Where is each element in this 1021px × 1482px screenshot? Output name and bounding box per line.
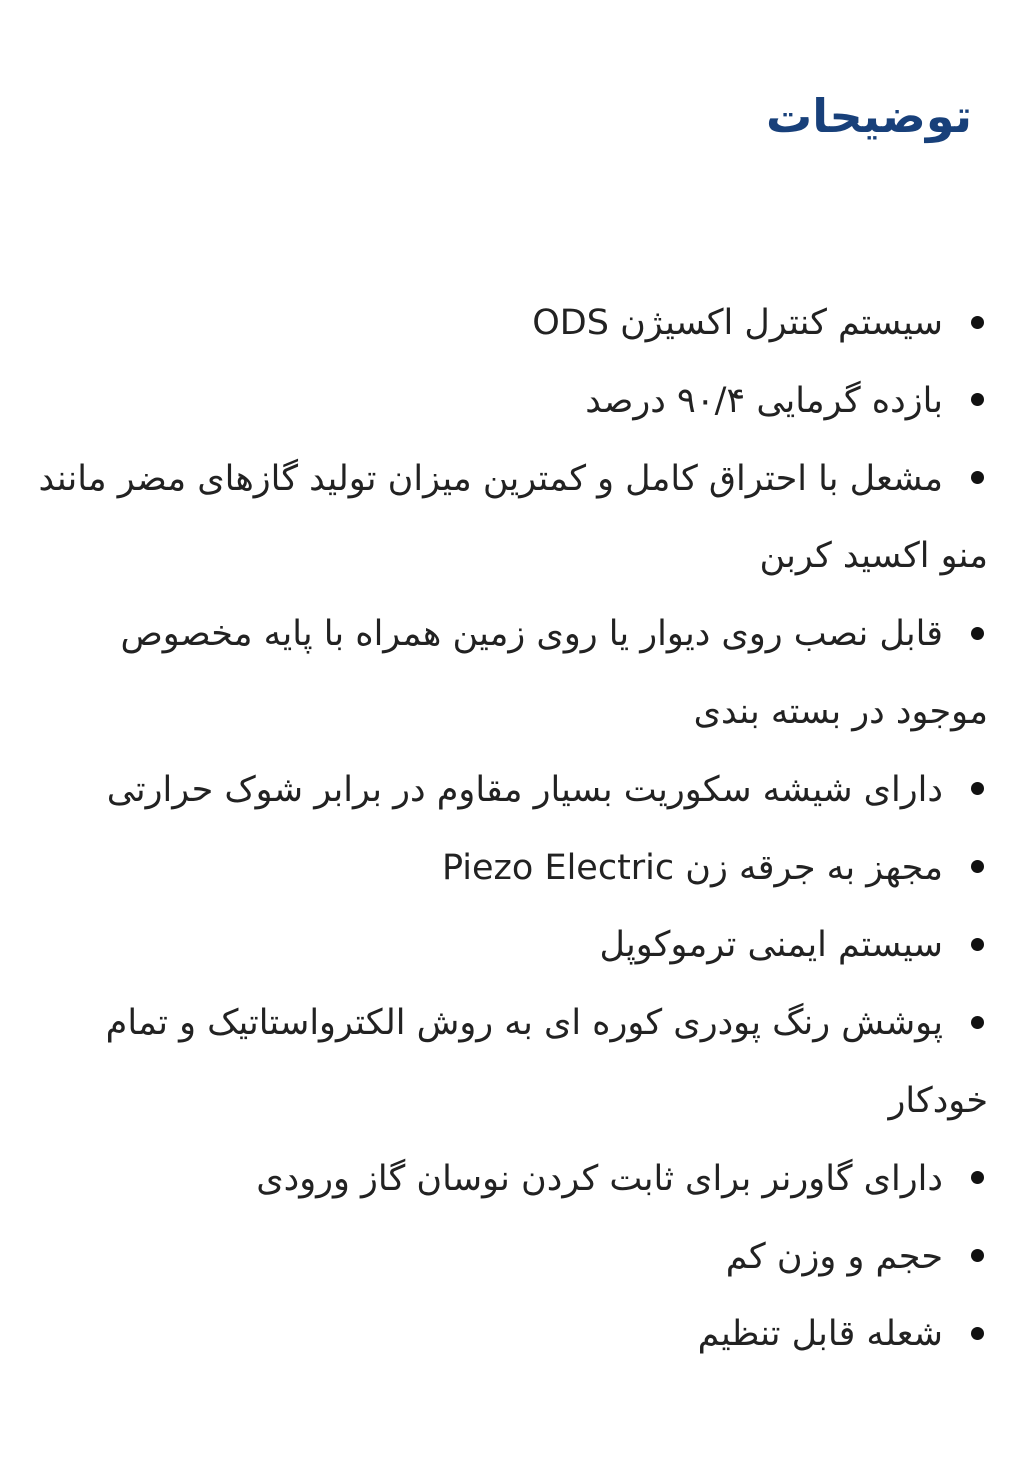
list-item-text: سیستم کنترل اکسیژن ODS xyxy=(532,303,943,343)
list-item-text: بازده گرمایی ۹۰/۴ درصد xyxy=(585,380,943,421)
bullet-icon xyxy=(971,627,984,640)
list-item-text: پوشش رنگ پودری کوره ای به روش الکترواستاتیک و تمام خودکار xyxy=(105,1003,988,1121)
bullet-icon xyxy=(971,860,984,873)
bullet-icon xyxy=(971,782,984,795)
bullet-icon xyxy=(971,393,984,406)
list-item xyxy=(30,285,988,363)
bullet-icon xyxy=(971,1327,984,1340)
features-list xyxy=(30,285,988,1374)
page-title: توضیحات xyxy=(766,89,972,143)
list-item xyxy=(30,1296,988,1374)
list-item xyxy=(30,1219,988,1297)
list-item-text: دارای گاورنر برای ثابت کردن نوسان گاز ورودی xyxy=(256,1158,943,1199)
list-item xyxy=(30,596,988,752)
bullet-icon xyxy=(971,1171,984,1184)
bullet-icon xyxy=(971,938,984,951)
list-item-text: شعله قابل تنظیم xyxy=(697,1314,943,1355)
list-item xyxy=(30,907,988,985)
bullet-icon xyxy=(971,1016,984,1029)
list-item xyxy=(30,441,988,597)
list-item-text: قابل نصب روی دیوار یا روی زمین همراه با پایه مخصوص موجود در بسته بندی xyxy=(120,614,988,732)
list-item-text: مشعل با احتراق کامل و کمترین میزان تولید گازهای مضر مانند منو اکسید کربن xyxy=(38,458,988,577)
list-item-text: حجم و وزن کم xyxy=(725,1236,943,1277)
bullet-icon xyxy=(971,471,984,484)
list-item-text: دارای شیشه سکوریت بسیار مقاوم در برابر شوک حرارتی xyxy=(106,769,943,810)
bullet-icon xyxy=(971,1249,984,1262)
list-item-text: سیستم ایمنی ترموکوپل xyxy=(599,925,943,966)
list-item xyxy=(30,363,988,441)
list-item xyxy=(30,985,988,1141)
list-item xyxy=(30,830,988,908)
list-item xyxy=(30,752,988,830)
list-item-text: مجهز به جرقه زن Piezo Electric xyxy=(441,847,943,888)
bullet-icon xyxy=(971,316,984,329)
list-item xyxy=(30,1141,988,1219)
